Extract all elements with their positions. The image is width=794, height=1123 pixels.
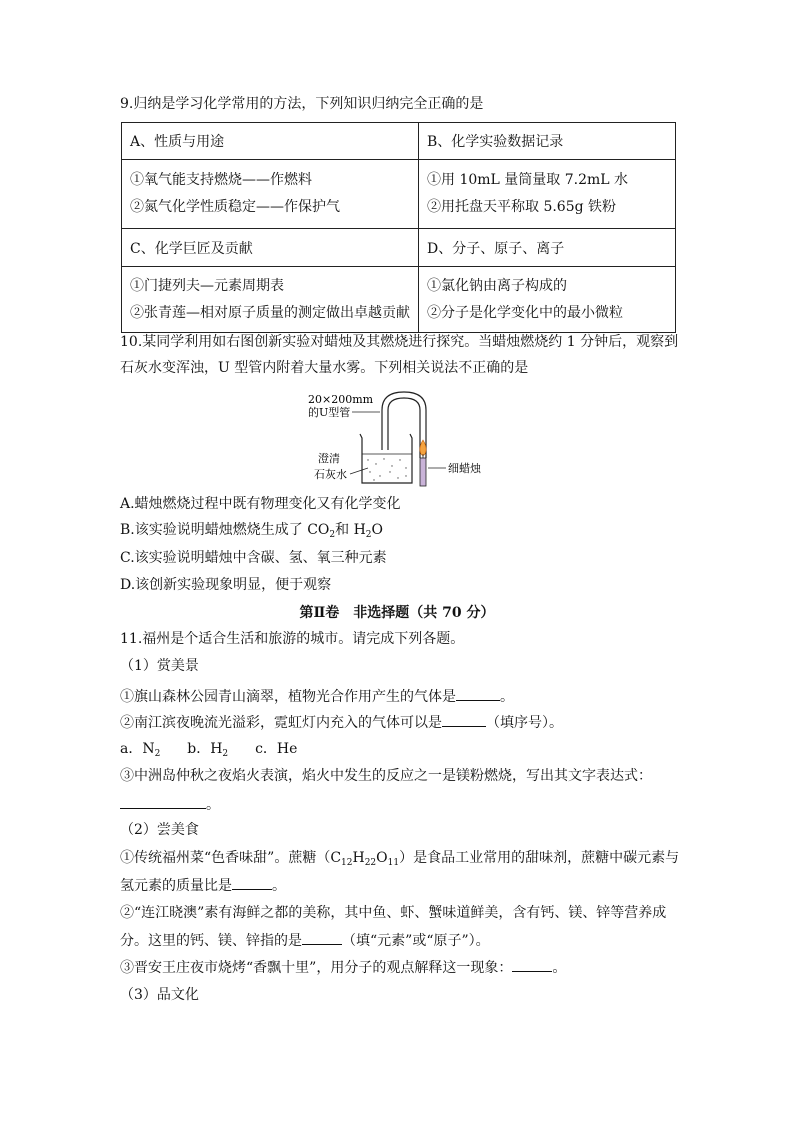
q10-option-d: D.该创新实验现象明显，便于观察 <box>120 577 332 593</box>
q11-p1-options <box>120 739 297 761</box>
u-tube-inner <box>388 398 420 458</box>
beaker <box>360 434 412 483</box>
q11-p2-q1-line2-end: 。 <box>272 878 286 894</box>
q11-p1-opt-a: a．N <box>120 741 155 757</box>
q9-cell-d-items <box>419 267 676 333</box>
q11-p2-q2-line2 <box>120 930 490 951</box>
figure-label-tube-size: 20×200mm <box>308 393 374 406</box>
q9-table <box>121 122 676 333</box>
candle <box>420 458 426 486</box>
q11-p2-q2-line2-text: 分。这里的钙、镁、锌指的是 <box>120 933 302 949</box>
figure-label-u-tube: 的U型管 <box>308 406 351 419</box>
q10-option-b <box>120 520 383 542</box>
q11-part1-title: （1）赏美景 <box>120 658 199 674</box>
answer-blank[interactable] <box>442 712 486 727</box>
q9-cell-a-items <box>122 160 419 229</box>
q10-stem-line2: 石灰水变浑浊，U 型管内附着大量水雾。下列相关说法不正确的是 <box>120 360 529 376</box>
q11-p1-q1-text: ①旗山森林公园青山滴翠，植物光合作用产生的气体是 <box>120 689 456 705</box>
q11-p1-q3-end: 。 <box>206 797 220 813</box>
q9-b-item: ①用 10mL 量筒量取 7.2mL 水 <box>427 172 629 188</box>
q9-d-item: ②分子是化学变化中的最小微粒 <box>427 304 623 321</box>
answer-blank[interactable] <box>456 686 500 701</box>
leader-line-lime <box>350 468 368 474</box>
q11-p2-q3 <box>120 957 566 978</box>
q11-p2-q1-sub-h: 22 <box>364 858 377 868</box>
q11-part2-title: （2）尝美食 <box>120 822 199 838</box>
q11-p2-q1-line2-text: 氢元素的质量比是 <box>120 878 232 894</box>
q9-cell-b-head: B、化学实验数据记录 <box>419 123 676 160</box>
q11-p1-q3: ③中洲岛仲秋之夜焰火表演，焰火中发生的反应之一是镁粉燃烧，写出其文字表达式： <box>120 768 652 784</box>
q11-p1-q3-answer-line <box>120 794 220 815</box>
q9-cell-b-items <box>419 160 676 229</box>
q11-p2-q3-end: 。 <box>552 960 567 976</box>
q11-p1-opt-c: c．He <box>255 741 298 757</box>
answer-blank[interactable] <box>232 875 272 890</box>
q9-stem: 9.归纳是学习化学常用的方法，下列知识归纳完全正确的是 <box>120 96 484 112</box>
q11-p1-opt-b-sub: 2 <box>222 749 229 759</box>
q10-option-a: A.蜡烛燃烧过程中既有物理变化又有化学变化 <box>120 496 401 512</box>
q10-option-b-mid: 和 H <box>335 522 366 538</box>
q11-p1-q1-end: 。 <box>500 689 514 705</box>
figure-label-lime-2: 石灰水 <box>314 468 347 481</box>
figure-label-candle: 细蜡烛 <box>448 462 481 475</box>
candle-flame <box>420 440 426 456</box>
lime-water-dots <box>367 458 406 480</box>
q11-p1-opt-a-sub: 2 <box>154 749 161 759</box>
q9-cell-c-items <box>122 267 419 333</box>
q11-p1-q2-text: ②南江滨夜晚流光溢彩，霓虹灯内充入的气体可以是 <box>120 715 442 731</box>
q11-part3-title: （3）品文化 <box>120 987 199 1003</box>
q11-p1-q2-end: （填序号）。 <box>486 715 563 731</box>
q10-option-c: C.该实验说明蜡烛中含碳、氢、氧三种元素 <box>120 550 387 566</box>
q11-p2-q2-line2-end: （填“元素”或“原子”）。 <box>342 933 490 949</box>
q10-option-b-post: O <box>371 522 384 538</box>
q11-p1-opt-b: b．H <box>187 741 223 757</box>
q11-p2-q1-sub-o: 11 <box>387 858 400 868</box>
q11-p2-q1-pre: ①传统福州菜“色香味甜”。蔗糖（C <box>120 850 342 866</box>
q9-cell-c-head: C、化学巨匠及贡献 <box>122 229 419 267</box>
q9-c-item: ①门捷列夫—元素周期表 <box>130 277 284 294</box>
q10-option-b-sub2: 2 <box>365 530 372 540</box>
q11-p2-q1-sub-c: 12 <box>341 858 353 868</box>
q10-apparatus-figure <box>300 388 500 488</box>
answer-blank[interactable] <box>302 930 342 945</box>
q11-p2-q1-line2 <box>120 875 286 896</box>
section-2-title: 第Ⅱ卷 非选择题（共 70 分） <box>299 605 495 621</box>
q9-cell-d-head: D、分子、原子、离子 <box>419 229 676 267</box>
q9-a-item: ①氧气能支持燃烧——作燃料 <box>130 172 312 188</box>
q11-p1-q2 <box>120 712 563 733</box>
q9-a-item: ②氮气化学性质稳定——作保护气 <box>130 199 340 215</box>
q9-c-item: ②张青莲—相对原子质量的测定做出卓越贡献 <box>130 304 410 321</box>
figure-label-lime-1: 澄清 <box>318 452 340 465</box>
q9-d-item: ①氯化钠由离子构成的 <box>427 277 567 294</box>
q10-option-b-sub1: 2 <box>329 530 336 540</box>
q10-option-b-pre: B.该实验说明蜡烛燃烧生成了 CO <box>120 522 330 538</box>
q10-stem-line1: 10.某同学利用如右图创新实验对蜡烛及其燃烧进行探究。当蜡烛燃烧约 1 分钟后，观察到 <box>120 334 679 350</box>
q11-p1-q1 <box>120 686 514 707</box>
answer-blank[interactable] <box>120 794 206 809</box>
q11-p2-q1-line1 <box>120 848 679 870</box>
q11-p2-q2-line1: ②“连江晓澳”素有海鲜之都的美称，其中鱼、虾、蟹味道鲜美，含有钙、镁、锌等营养成 <box>120 905 667 921</box>
answer-blank[interactable] <box>512 957 552 972</box>
q11-p2-q1-o: O <box>376 850 388 866</box>
q11-p2-q1-post: ）是食品工业常用的甜味剂，蔗糖中碳元素与 <box>399 850 680 866</box>
q11-p2-q3-text: ③晋安王庄夜市烧烤“香飘十里”，用分子的观点解释这一现象： <box>120 960 513 976</box>
u-tube-outer <box>382 392 426 458</box>
q9-b-item: ②用托盘天平称取 5.65g 铁粉 <box>427 199 617 215</box>
q9-cell-a-head: A、性质与用途 <box>122 123 419 160</box>
q11-p2-q1-h: H <box>352 850 365 866</box>
q11-stem: 11.福州是个适合生活和旅游的城市。请完成下列各题。 <box>120 631 465 647</box>
